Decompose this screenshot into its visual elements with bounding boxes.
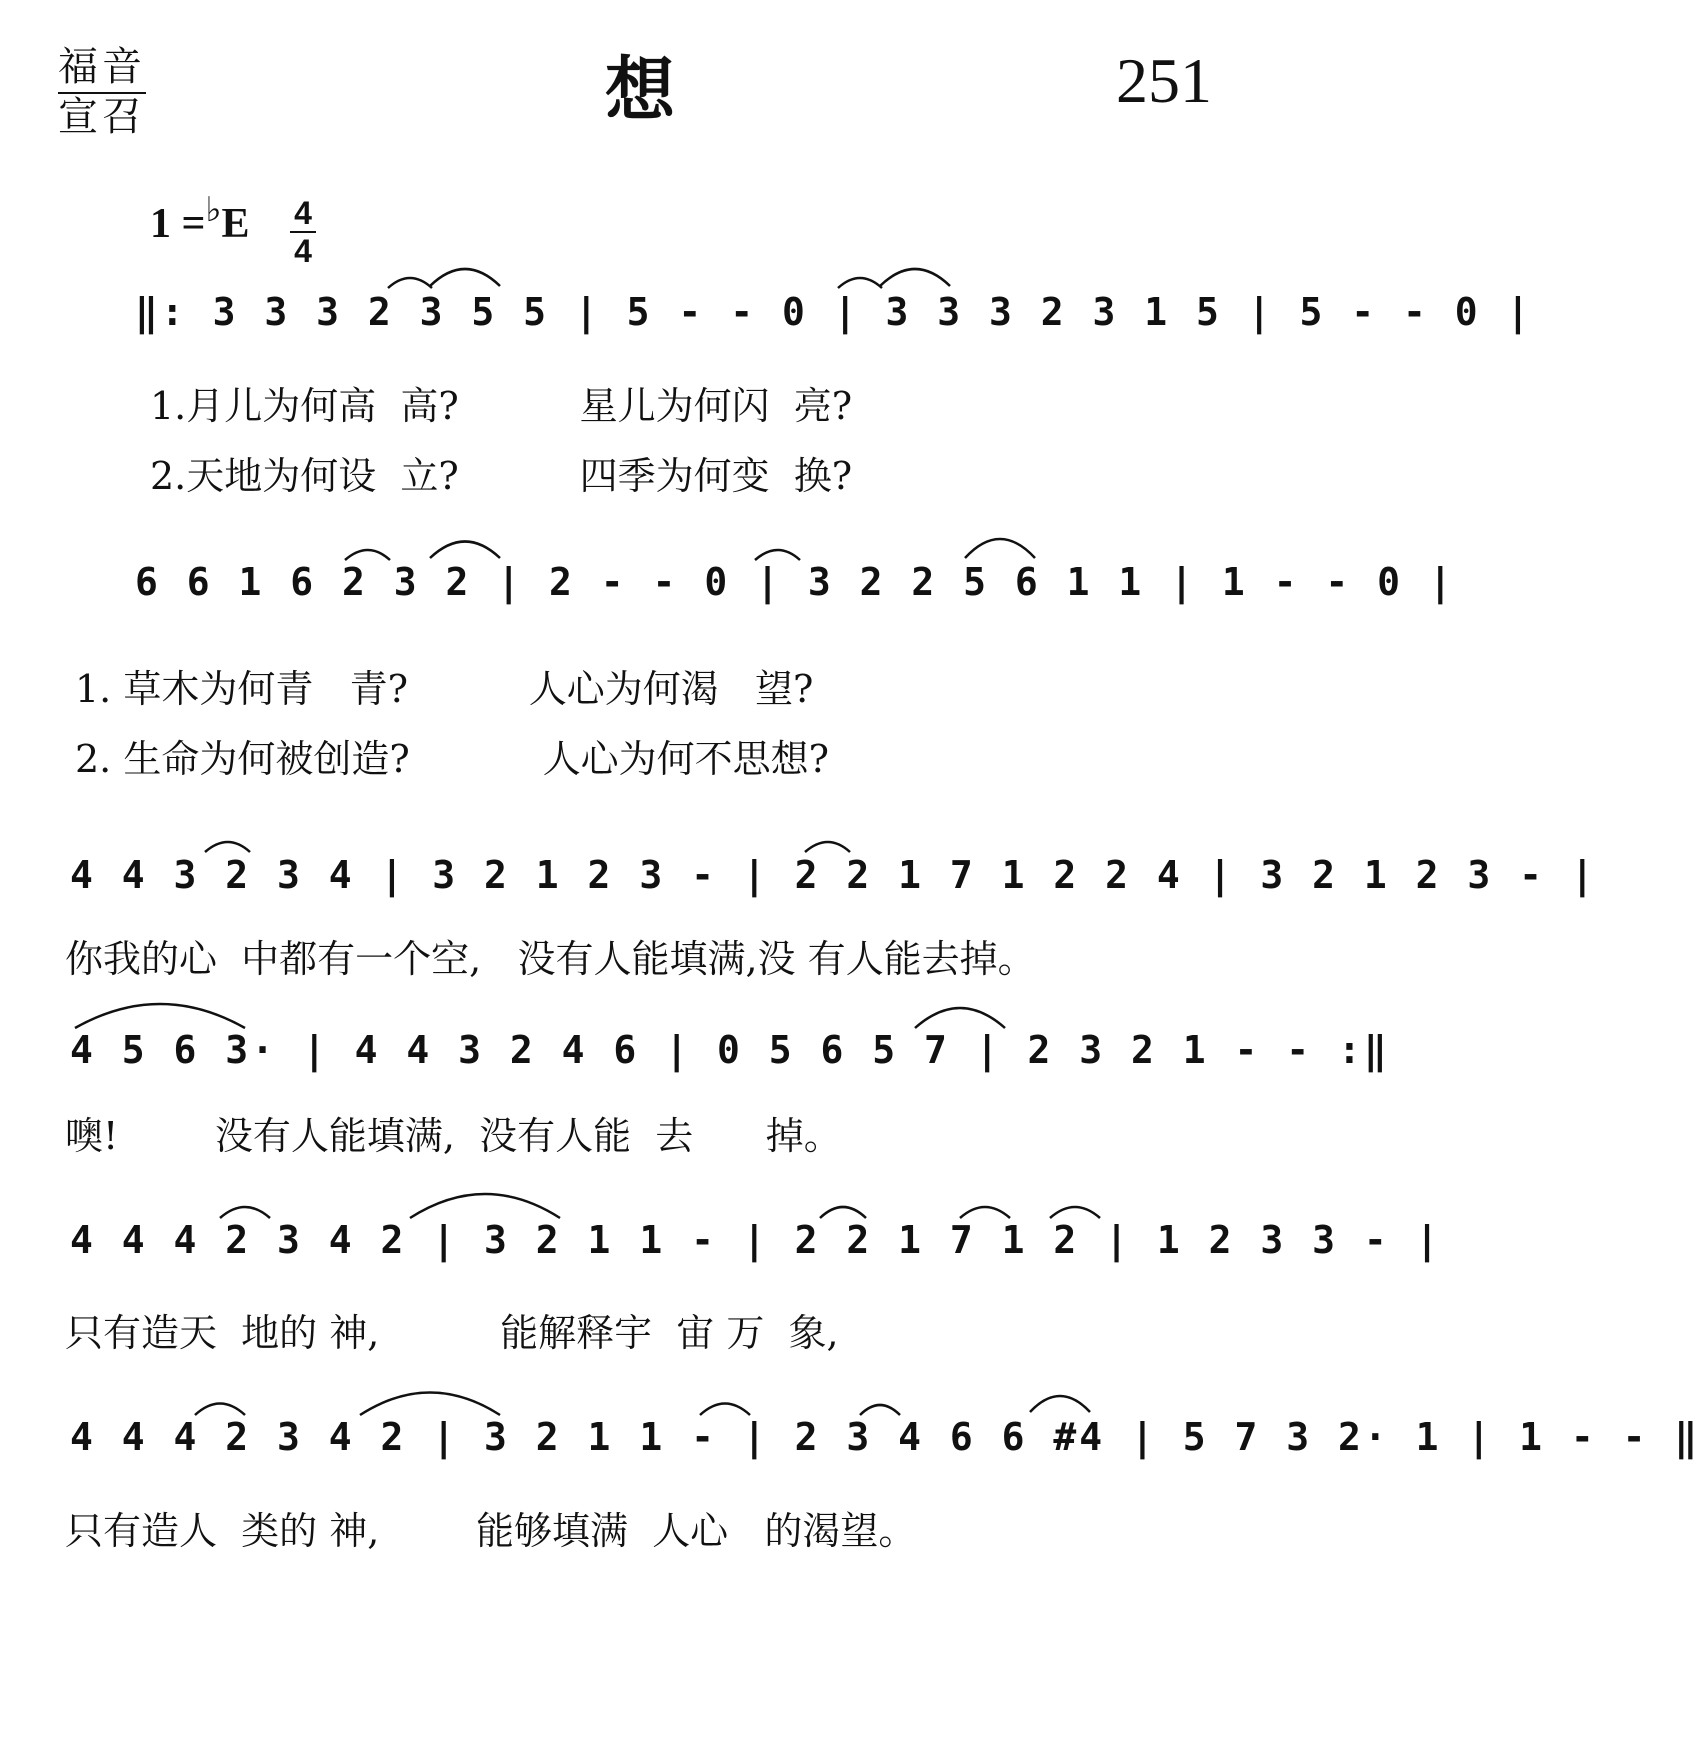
slur-arc xyxy=(965,539,1035,558)
slur-arc xyxy=(360,1393,500,1416)
slur-arc xyxy=(960,1207,1010,1218)
time-bottom: 4 xyxy=(294,233,312,269)
notation-line-3: 4 4 3 2 3 4 | 3 2 1 2 3 - | 2 2 1 7 1 2 2 4 | 3 2 1 2 3 - | xyxy=(70,853,1597,897)
lyrics-line-1-verse-1: 1.月儿为何高 高? 星儿为何闪 亮? xyxy=(150,384,853,428)
slur-arc xyxy=(205,842,250,852)
key-letter: E xyxy=(221,201,250,247)
flat-symbol: ♭ xyxy=(205,192,222,229)
slur-arc xyxy=(700,1404,750,1416)
slur-arc xyxy=(430,269,500,286)
notation-line-4: 4 5 6 3· | 4 4 3 2 4 6 | 0 5 6 5 7 | 2 3 2 1 - - :‖ xyxy=(70,1028,1390,1072)
notation-line-1: ‖: 3 3 3 2 3 5 5 | 5 - - 0 | 3 3 3 2 3 1 5 | 5 - - 0 | xyxy=(135,290,1533,334)
slur-arc xyxy=(1030,1396,1090,1412)
slur-arc xyxy=(220,1207,270,1218)
slur-arc xyxy=(915,1008,1005,1028)
slur-arc xyxy=(820,1207,866,1218)
lyrics-line-1-verse-2: 2.天地为何设 立? 四季为何变 换? xyxy=(150,454,853,498)
slur-arc xyxy=(1050,1207,1100,1218)
slur-arc xyxy=(805,842,850,852)
category-line-1: 福音 xyxy=(58,44,146,94)
slur-arc xyxy=(838,278,882,288)
notation-line-5: 4 4 4 2 3 4 2 | 3 2 1 1 - | 2 2 1 7 1 2 | 1 2 3 3 - | xyxy=(70,1218,1442,1262)
lyrics-line-2-verse-1: 1. 草木为何青 青? 人心为何渴 望? xyxy=(75,667,814,711)
lyrics-line-4: 噢! 没有人能填满, 没有人能 去 掉。 xyxy=(65,1114,842,1158)
lyrics-line-5: 只有造天 地的 神, 能解释宇 宙 万 象, xyxy=(65,1311,839,1355)
slur-arc xyxy=(860,1405,900,1415)
slur-arc xyxy=(410,1194,560,1218)
category-line-2: 宣召 xyxy=(58,94,146,140)
slur-arc xyxy=(755,550,800,560)
slur-arc xyxy=(388,278,432,288)
slur-arc xyxy=(195,1404,245,1416)
lyrics-line-3: 你我的心 中都有一个空, 没有人能填满,没 有人能去掉。 xyxy=(65,937,1036,981)
key-signature xyxy=(150,192,250,248)
page-number: 251 xyxy=(1116,45,1212,116)
lyrics-line-6: 只有造人 类的 神, 能够填满 人心 的渴望。 xyxy=(65,1509,917,1553)
notation-line-2: 6 6 1 6 2 3 2 | 2 - - 0 | 3 2 2 5 6 1 1 | 1 - - 0 | xyxy=(135,560,1455,604)
key-prefix: 1 = xyxy=(150,201,206,247)
time-signature xyxy=(290,195,316,269)
song-title: 想 xyxy=(605,49,675,131)
slur-arc xyxy=(345,550,390,560)
slur-arc xyxy=(430,542,500,559)
lyrics-line-2-verse-2: 2. 生命为何被创造? 人心为何不思想? xyxy=(75,737,829,781)
time-top: 4 xyxy=(294,195,312,231)
slur-arc xyxy=(75,1004,245,1028)
notation-line-6: 4 4 4 2 3 4 2 | 3 2 1 1 - | 2 3 4 6 6 #4 | 5 7 3 2· 1 | 1 - - ‖ xyxy=(70,1415,1700,1459)
slur-arc xyxy=(880,269,950,286)
